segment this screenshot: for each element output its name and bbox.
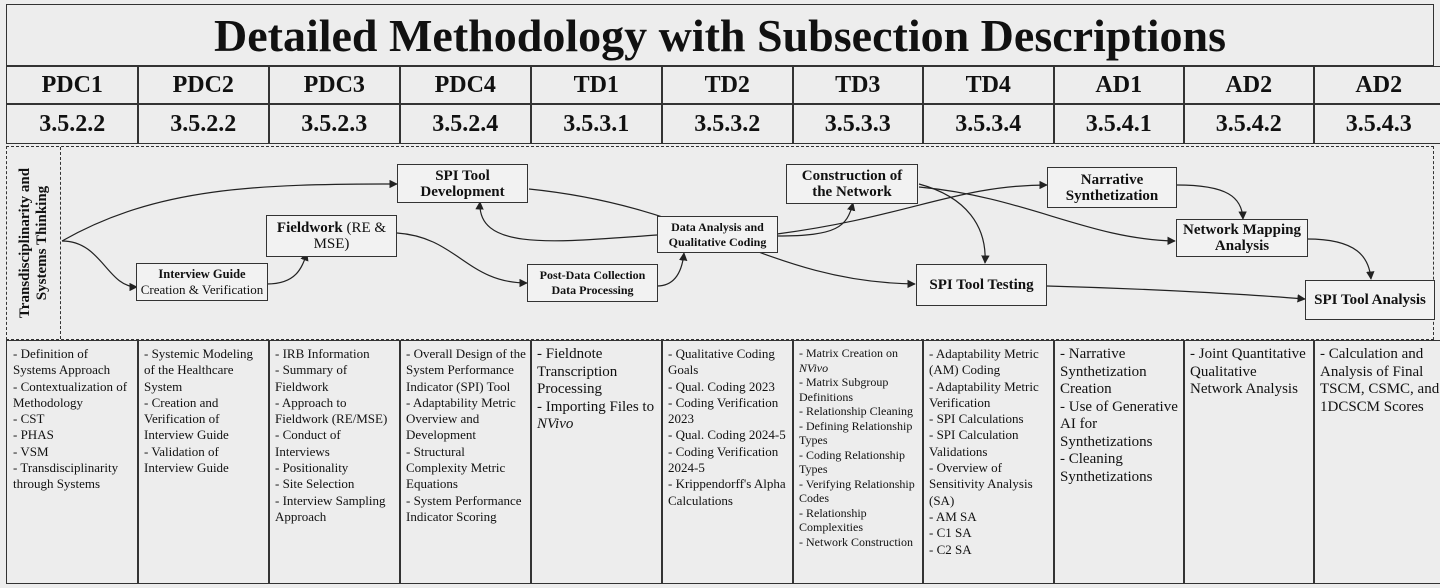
description-column <box>137 340 270 584</box>
description-column <box>268 340 401 584</box>
description-item: - Interview Sampling Approach <box>275 492 386 524</box>
description-item: - Site Selection <box>275 476 355 492</box>
description-item: - Importing Files to NVivo <box>537 398 655 432</box>
description-item: - Matrix Subgroup Definitions <box>799 375 889 404</box>
description-item: - Systemic Modeling of the Healthcare System <box>144 346 254 394</box>
phase-code-cell: PDC2 <box>137 66 270 104</box>
description-item: - Use of Generative AI for Synthetizations <box>1060 398 1178 450</box>
phase-code-cell: PDC3 <box>268 66 401 104</box>
spi-testing-box: SPI Tool Testing <box>916 264 1047 306</box>
description-item: - C1 SA <box>929 525 972 541</box>
description-item: - IRB Information <box>275 346 370 361</box>
description-item: - Creation and Verification of Interview Guide <box>144 394 229 443</box>
phase-code-cell: TD2 <box>661 66 794 104</box>
description-column <box>1313 340 1440 584</box>
description-item: - VSM <box>13 443 49 459</box>
description-item: - System Performance Indicator Scoring <box>406 492 522 524</box>
description-column <box>1053 340 1185 584</box>
description-item: - AM SA <box>929 508 977 524</box>
flow-diagram <box>6 146 1434 340</box>
description-item: - Cleaning Synthetizations <box>1060 451 1153 485</box>
description-column <box>922 340 1055 584</box>
section-number-cell: 3.5.2.2 <box>6 104 139 144</box>
description-item: - Overall Design of the System Performance Indicator (SPI) Tool <box>406 346 526 394</box>
section-number-cell: 3.5.4.2 <box>1183 104 1315 144</box>
description-item: - Adaptability Metric Verification <box>929 378 1039 410</box>
description-item: - Network Construction <box>799 534 913 549</box>
description-item: - Coding Relationship Types <box>799 447 905 476</box>
description-column <box>1183 340 1315 584</box>
description-column <box>530 340 663 584</box>
description-item: - Qual. Coding 2023 <box>668 378 775 394</box>
description-item: - Approach to Fieldwork (RE/MSE) <box>275 394 388 427</box>
phase-code-row <box>6 66 1434 104</box>
description-item: - Narrative Synthetization Creation <box>1060 346 1147 397</box>
description-item: - Adaptability Metric (AM) Coding <box>929 346 1039 378</box>
section-number-row <box>6 104 1434 144</box>
description-item: - Relationship Cleaning <box>799 404 913 418</box>
arrow-interview-to-fieldwork <box>267 253 307 284</box>
description-item: - Contextualization of Methodology <box>13 378 128 410</box>
section-number-cell: 3.5.4.3 <box>1313 104 1440 144</box>
arrow-fieldwork-to-postdata <box>397 233 527 283</box>
section-number-cell: 3.5.4.1 <box>1053 104 1185 144</box>
phase-code-cell: AD1 <box>1053 66 1185 104</box>
description-item: - Coding Verification 2023 <box>668 394 779 427</box>
data-analysis-box: Data Analysis and Qualitative Coding <box>657 216 778 253</box>
narrative-synthetization-box: Narrative Synthetization <box>1047 167 1177 208</box>
arrow-analysis-to-construction <box>777 203 853 236</box>
description-column <box>6 340 139 584</box>
description-item: - Matrix Creation on NVivo <box>799 346 898 375</box>
fieldwork-box: Fieldwork (RE & MSE) <box>266 215 397 257</box>
description-item: - CST <box>13 411 45 427</box>
description-item: - Structural Complexity Metric Equations <box>406 443 506 492</box>
section-number-cell: 3.5.3.1 <box>530 104 663 144</box>
side-label: Transdisciplinarity and Systems Thinking <box>16 167 50 319</box>
description-row <box>6 340 1440 584</box>
description-item: - Relationship Complexities <box>799 505 867 534</box>
section-number-cell: 3.5.3.4 <box>922 104 1055 144</box>
phase-code-cell: TD3 <box>792 66 924 104</box>
description-item: - Defining Relationship Types <box>799 418 913 447</box>
description-item: - Krippendorff's Alpha Calculations <box>668 476 786 508</box>
phase-code-cell: TD1 <box>530 66 663 104</box>
description-item: - C2 SA <box>929 541 972 557</box>
description-item: - Definition of Systems Approach <box>13 346 111 378</box>
phase-code-cell: TD4 <box>922 66 1055 104</box>
section-number-cell: 3.5.3.2 <box>661 104 794 144</box>
description-item: - SPI Calculation Validations <box>929 427 1019 459</box>
description-item: - Conduct of Interviews <box>275 427 341 459</box>
section-number-cell: 3.5.2.2 <box>137 104 270 144</box>
description-item: - Overview of Sensitivity Analysis (SA) <box>929 460 1033 508</box>
arrow-spitesting-to-spianalysis <box>1047 286 1305 299</box>
spi-analysis-box: SPI Tool Analysis <box>1305 280 1435 320</box>
network-mapping-box: Network Mapping Analysis <box>1176 219 1308 257</box>
section-number-cell: 3.5.3.3 <box>792 104 924 144</box>
description-item: - Qual. Coding 2024-5 <box>668 427 786 443</box>
description-item: - PHAS <box>13 427 54 443</box>
arrow-postdata-to-analysis <box>657 253 684 286</box>
description-item: - Validation of Interview Guide <box>144 443 229 476</box>
description-item: - Fieldnote Transcription Processing <box>537 346 618 397</box>
arrow-side-to-interview <box>62 241 137 287</box>
network-construction-box: Construction of the Network <box>786 164 918 204</box>
description-column <box>661 340 794 584</box>
post-data-collection-box: Post-Data Collection Data Processing <box>527 264 658 302</box>
interview-guide-box: Interview Guide Creation & Verification <box>136 263 268 301</box>
description-item: - Summary of Fieldwork <box>275 362 348 394</box>
phase-code-cell: AD2 <box>1183 66 1315 104</box>
description-item: - Transdisciplinarity through Systems <box>13 460 119 492</box>
description-item: - SPI Calculations <box>929 411 1024 427</box>
arrow-narrative-to-networkmap <box>1177 185 1243 219</box>
description-column <box>399 340 532 584</box>
description-item: - Adaptability Metric Overview and Development <box>406 394 516 443</box>
phase-code-cell: PDC4 <box>399 66 532 104</box>
phase-code-cell: AD2 <box>1313 66 1440 104</box>
arrow-networkmap-to-spianalysis <box>1307 239 1371 279</box>
description-item: - Positionality <box>275 460 349 476</box>
section-number-cell: 3.5.2.3 <box>268 104 401 144</box>
description-column <box>792 340 924 584</box>
description-item: - Joint Quantitative Qualitative Network Analysis <box>1190 346 1306 397</box>
description-item: - Coding Verification 2024-5 <box>668 443 779 476</box>
description-item: - Verifying Relationship Codes <box>799 476 915 505</box>
page-title: Detailed Methodology with Subsection Descriptions <box>6 4 1434 66</box>
phase-code-cell: PDC1 <box>6 66 139 104</box>
spi-development-box: SPI Tool Development <box>397 164 528 203</box>
description-item: - Calculation and Analysis of Final TSCM, CSMC, and 1DCSCM Scores <box>1320 346 1440 415</box>
section-number-cell: 3.5.2.4 <box>399 104 532 144</box>
description-item: - Qualitative Coding Goals <box>668 346 775 378</box>
